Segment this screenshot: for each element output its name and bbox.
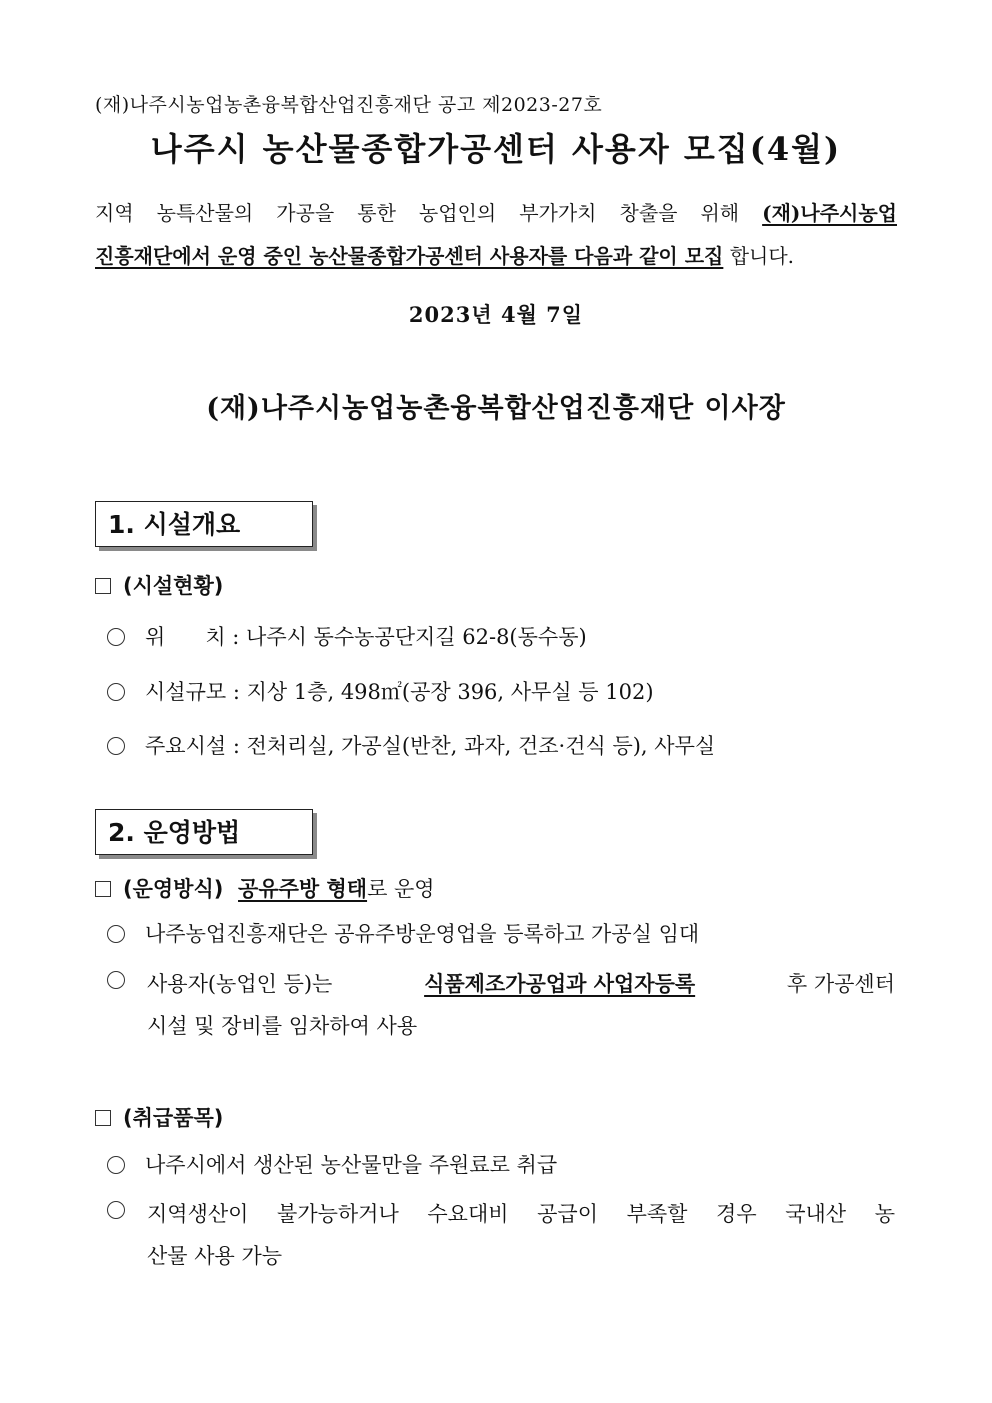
- item-text: 위 치 : 나주시 동수농공단지길 62-8(동수동): [145, 625, 587, 649]
- intro-text-end: 합니다.: [723, 244, 795, 268]
- list-item-continuation: 산물 사용 가능: [147, 1244, 283, 1268]
- section-1-heading: 1. 시설개요: [95, 501, 313, 547]
- section-1-subheading: [95, 570, 223, 600]
- list-item-continuation: 시설 및 장비를 임차하여 사용: [147, 1014, 418, 1038]
- list-item-line: [147, 968, 895, 998]
- subheading-label: (운영방식): [123, 877, 224, 901]
- square-bullet-icon: [95, 578, 111, 594]
- item-text: 나주시에서 생산된 농산물만을 주원료로 취급: [145, 1153, 558, 1177]
- circle-bullet-icon: [107, 628, 125, 646]
- section-2-heading: 2. 운영방법: [95, 809, 313, 855]
- page-title: 나주시 농산물종합가공센터 사용자 모집(4월): [150, 130, 842, 168]
- intro-line-2: [95, 240, 897, 269]
- list-item: [107, 1198, 145, 1222]
- intro-emphasis-continued: 진흥재단에서 운영 중인 농산물종합가공센터 사용자를 다음과 같이 모집: [95, 244, 724, 268]
- item-text: 시설규모 : 지상 1층, 498㎡(공장 396, 사무실 등 102): [145, 680, 654, 704]
- list-item: [107, 1149, 557, 1179]
- circle-bullet-icon: [107, 971, 125, 989]
- list-item: [107, 730, 715, 760]
- list-item: [107, 676, 654, 706]
- list-item: [107, 968, 145, 992]
- subheading-label: (시설현황): [123, 574, 224, 598]
- item-text: 후 가공센터: [786, 972, 895, 996]
- circle-bullet-icon: [107, 1201, 125, 1219]
- square-bullet-icon: [95, 1110, 111, 1126]
- section-2-subheading-2: [95, 1102, 223, 1132]
- subheading-rest: 로 운영: [367, 877, 435, 901]
- issuer: (재)나주시농업농촌융복합산업진흥재단 이사장: [206, 393, 786, 424]
- intro-emphasis: (재)나주시농업: [762, 201, 897, 225]
- subheading-emphasis: 공유주방 형태: [238, 876, 368, 901]
- circle-bullet-icon: [107, 683, 125, 701]
- circle-bullet-icon: [107, 925, 125, 943]
- item-text: 주요시설 : 전처리실, 가공실(반찬, 과자, 건조·건식 등), 사무실: [145, 734, 716, 758]
- item-emphasis: 식품제조가공업과 사업자등록: [424, 971, 696, 996]
- intro-line-1: [95, 197, 897, 226]
- list-item: [107, 621, 587, 651]
- item-text: 지역생산이 불가능하거나 수요대비 공급이 부족할 경우 국내산 농: [147, 1202, 895, 1226]
- circle-bullet-icon: [107, 737, 125, 755]
- notice-number: (재)나주시농업농촌융복합산업진흥재단 공고 제2023-27호: [95, 94, 603, 116]
- item-text: 사용자(농업인 등)는: [147, 972, 333, 996]
- circle-bullet-icon: [107, 1156, 125, 1174]
- notice-date: 2023년 4월 7일: [408, 302, 584, 327]
- subheading-label: (취급품목): [123, 1106, 224, 1130]
- square-bullet-icon: [95, 881, 111, 897]
- item-text: 나주농업진흥재단은 공유주방운영업을 등록하고 가공실 임대: [145, 922, 700, 946]
- intro-text: 지역 농특산물의 가공을 통한 농업인의 부가가치 창출을 위해: [95, 201, 740, 225]
- section-2-subheading: [95, 873, 435, 903]
- list-item: [107, 918, 699, 948]
